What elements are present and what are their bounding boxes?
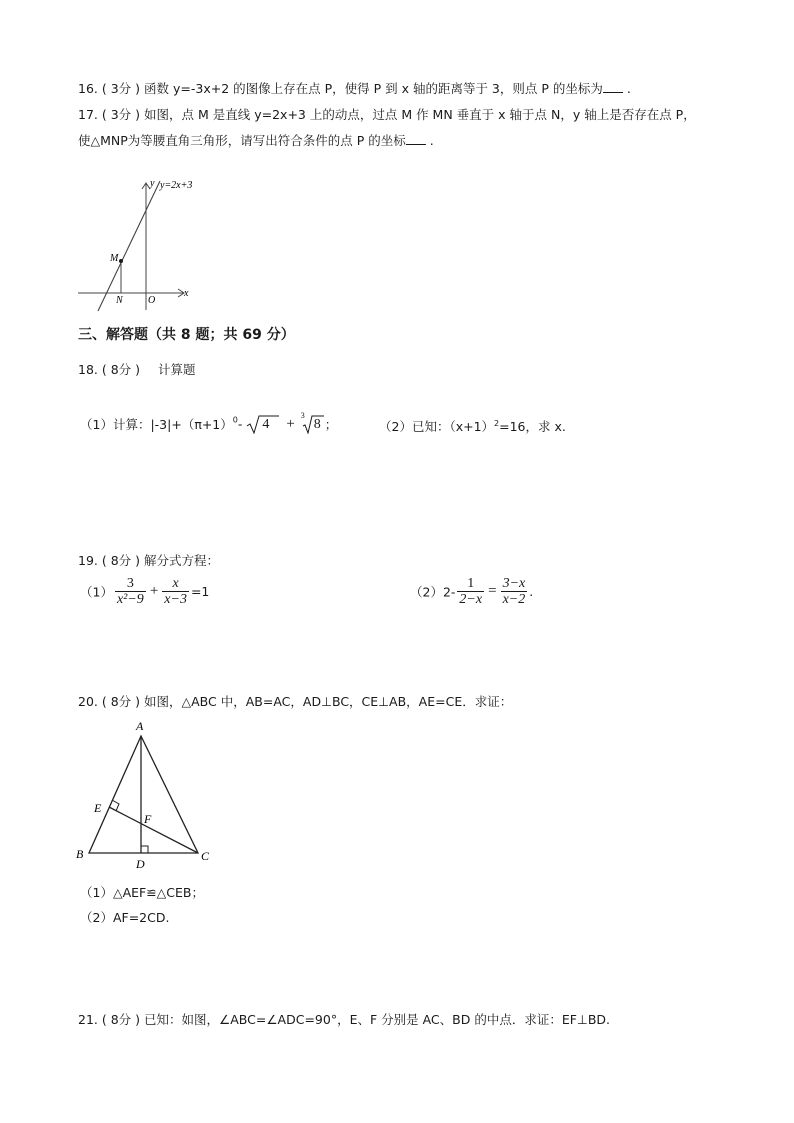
question-number: 16. <box>78 81 98 96</box>
radicand: 8 <box>313 417 321 432</box>
question-score: ( 8分 ) <box>101 553 141 568</box>
denominator: 2−x <box>459 592 483 607</box>
question-text: 函数 y=-3x+2 的图像上存在点 P，使得 P 到 x 轴的距离等于 3，则点 P 的坐标为 <box>144 81 603 96</box>
exponent: 0 <box>232 415 238 425</box>
question-score: ( 3分 ) <box>101 107 141 122</box>
label-c: C <box>201 849 210 863</box>
q17-coordinate-figure <box>74 175 204 315</box>
numerator: 3−x <box>502 576 526 591</box>
question-text: 解分式方程： <box>144 553 220 568</box>
question-17-line-2 <box>78 131 434 149</box>
question-score: ( 8分 ) <box>101 694 141 709</box>
part-1-text: （1）计算：|-3|+（π+1） <box>80 417 233 432</box>
square-root <box>246 414 280 434</box>
denominator: x²−9 <box>116 592 144 607</box>
question-end: . <box>429 133 434 148</box>
q18-part-1 <box>80 411 338 438</box>
question-text: 计算题 <box>158 362 196 377</box>
part-1-end: ； <box>324 417 338 432</box>
numerator: 3 <box>126 576 134 591</box>
q18-part-2 <box>379 417 566 435</box>
question-number: 17. <box>78 107 98 122</box>
question-score: ( 8分 ) <box>101 1012 141 1027</box>
fraction-2 <box>162 576 189 607</box>
q20-part-1: （1）△AEF≌△CEB； <box>80 885 204 900</box>
label-e: E <box>94 801 102 815</box>
triangle-abc <box>89 736 198 853</box>
n-label: N <box>116 295 123 306</box>
fraction-1 <box>115 576 146 607</box>
y-axis-label: y <box>150 178 155 189</box>
question-end: . <box>626 81 631 96</box>
numerator: x <box>172 576 179 591</box>
fraction-1 <box>457 576 484 607</box>
plus-sign: + <box>286 415 295 432</box>
segment-ce <box>109 807 198 853</box>
part-2-rest: =16，求 x. <box>499 419 566 434</box>
question-number: 21. <box>78 1012 98 1027</box>
origin-label: O <box>148 295 156 306</box>
part-end: . <box>529 584 534 599</box>
x-axis-label: x <box>184 288 189 299</box>
question-number: 20. <box>78 694 98 709</box>
right-hand-side: =1 <box>190 584 210 599</box>
question-score: ( 8分 ) <box>101 362 141 377</box>
root-index: 3 <box>300 411 305 420</box>
plus-sign: + <box>149 583 159 599</box>
q19-part-1 <box>80 576 209 607</box>
question-21 <box>78 1010 610 1028</box>
denominator: x−2 <box>502 592 526 607</box>
question-text: 使△MNP为等腰直角三角形，请写出符合条件的点 P 的坐标 <box>78 133 406 148</box>
question-text: 如图，△ABC 中，AB=AC，AD⊥BC，CE⊥AB，AE=CE．求证： <box>144 694 513 709</box>
question-18 <box>78 360 196 378</box>
point-m <box>119 259 123 263</box>
q20-part-2: （2）AF=2CD. <box>80 910 170 925</box>
q20-triangle-figure <box>70 716 220 874</box>
question-score: ( 3分 ) <box>101 81 141 96</box>
question-number: 18. <box>78 362 98 377</box>
label-a: A <box>136 719 144 733</box>
label-b: B <box>76 847 84 861</box>
line-label: y=2x+3 <box>160 180 193 191</box>
fraction-2 <box>501 576 528 607</box>
q19-part-2 <box>410 576 533 607</box>
label-f: F <box>144 812 152 826</box>
part-label: （2）2- <box>410 584 456 600</box>
question-text: 已知：如图，∠ABC=∠ADC=90°，E、F 分别是 AC、BD 的中点．求证：EF⊥BD. <box>144 1012 610 1027</box>
label-d: D <box>136 857 145 871</box>
question-19 <box>78 551 219 569</box>
section-heading: 三、解答题（共 8 题；共 69 分） <box>78 327 295 343</box>
minus-sign: - <box>237 416 243 432</box>
question-text: 如图，点 M 是直线 y=2x+3 上的动点，过点 M 作 MN 垂直于 x 轴于点 N，y 轴上是否存在点 P， <box>144 107 696 122</box>
exponent: 2 <box>494 418 500 428</box>
denominator: x−3 <box>164 592 187 607</box>
right-angle-mark-d <box>141 846 148 853</box>
answer-blank[interactable] <box>406 132 426 145</box>
question-16 <box>78 79 631 97</box>
question-20 <box>78 692 512 710</box>
part-2-text: （2）已知：（x+1） <box>379 419 495 434</box>
part-label: （1） <box>80 584 113 600</box>
answer-blank[interactable] <box>603 80 623 93</box>
cube-root <box>300 411 325 434</box>
radicand: 4 <box>262 417 270 432</box>
m-label: M <box>110 253 119 264</box>
question-number: 19. <box>78 553 98 568</box>
question-17-line-1 <box>78 105 696 123</box>
equals-sign: = <box>488 583 497 599</box>
line-y-2x-3 <box>98 181 160 311</box>
numerator: 1 <box>467 576 475 591</box>
